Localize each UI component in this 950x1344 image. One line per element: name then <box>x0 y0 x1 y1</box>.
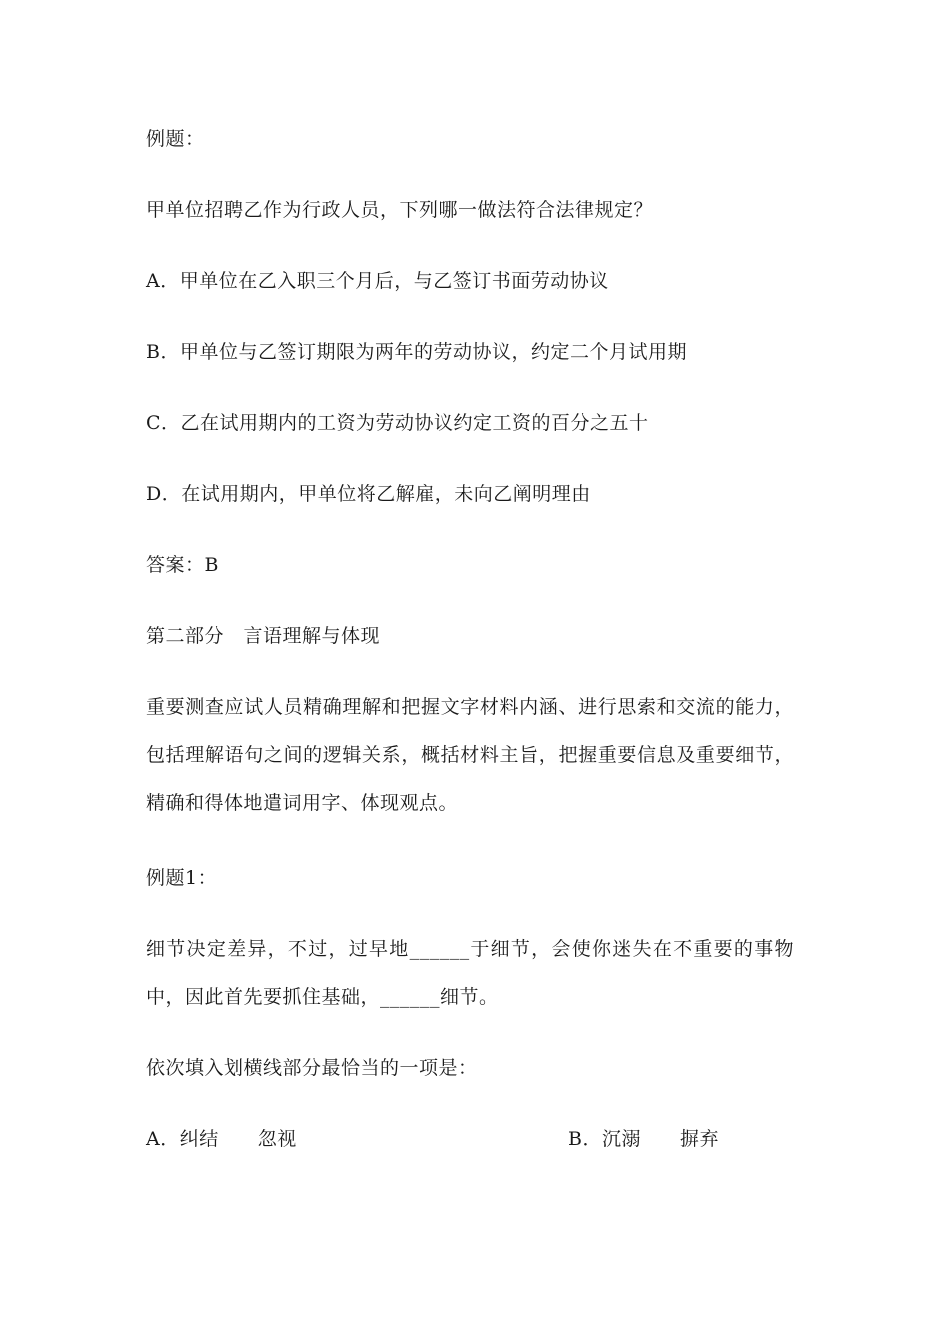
option-b: B．甲单位与乙签订期限为两年的劳动协议，约定二个月试用期 <box>146 341 687 363</box>
example-1-label: 例题1： <box>146 867 218 889</box>
section-description: 重要测查应试人员精确理解和把握文字材料内涵、进行思索和交流的能力，包括理解语句之间的逻辑关系，概括材料主旨，把握重要信息及重要细节，精确和得体地遣词用字、体现观点。 <box>146 696 794 814</box>
fill-blank-stem: 细节决定差异，不过，过早地______于细节，会使你迷失在不重要的事物中，因此首先要抓住基础，______细节。 <box>146 938 794 1008</box>
option-c: C．乙在试用期内的工资为劳动协议约定工资的百分之五十 <box>146 412 649 434</box>
fill-blank-instruction: 依次填入划横线部分最恰当的一项是： <box>146 1057 478 1079</box>
question-stem: 甲单位招聘乙作为行政人员，下列哪一做法符合法律规定？ <box>146 199 654 221</box>
example-label: 例题： <box>146 128 205 150</box>
option-b-words: B．沉溺 摒弃 <box>568 1128 719 1150</box>
answer-line: 答案：B <box>146 554 219 576</box>
section-heading: 第二部分 言语理解与体现 <box>146 625 381 647</box>
option-d: D．在试用期内，甲单位将乙解雇，未向乙阐明理由 <box>146 483 591 505</box>
option-a: A．甲单位在乙入职三个月后，与乙签订书面劳动协议 <box>146 270 609 292</box>
option-a-words: A．纠结 忽视 <box>146 1128 297 1150</box>
